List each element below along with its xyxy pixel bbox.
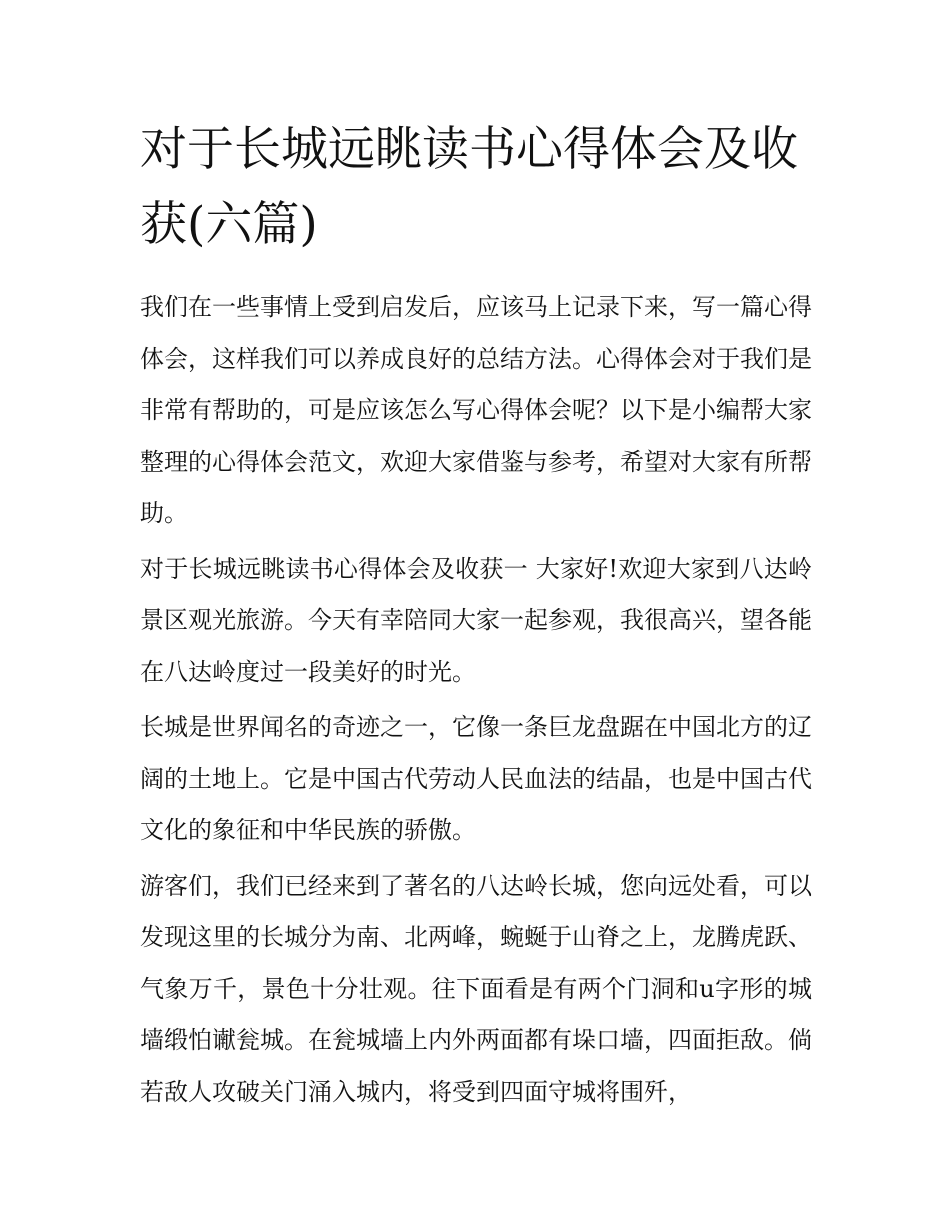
body-paragraph-2: 长城是世界闻名的奇迹之一，它像一条巨龙盘踞在中国北方的辽阔的土地上。它是中国古代劳动人民血法的结晶，也是中国古代文化的象征和中华民族的骄傲。 xyxy=(140,713,812,844)
body-paragraph-3: 游客们，我们已经来到了著名的八达岭长城，您向远处看，可以发现这里的长城分为南、北两峰，蜿蜒于山脊之上，龙腾虎跃、气象万千，景色十分壮观。往下面看是有两个门洞和u字形的城墙缎怕谳瓮城。在瓮城墙上内外两面都有垛口墙，四面拒敌。倘若敌人攻破关门涌入城内，将受到四面守城将围歼， xyxy=(140,871,812,1106)
intro-paragraph: 我们在一些事情上受到启发后，应该马上记录下来，写一篇心得体会，这样我们可以养成良好的总结方法。心得体会对于我们是非常有帮助的，可是应该怎么写心得体会呢？以下是小编帮大家整理的心得体会范文，欢迎大家借鉴与参考，希望对大家有所帮助。 xyxy=(140,293,812,527)
document-body xyxy=(140,112,812,1118)
document-title: 对于长城远眺读书心得体会及收获(六篇) xyxy=(140,122,798,252)
body-paragraph-1: 对于长城远眺读书心得体会及收获一 大家好!欢迎大家到八达岭景区观光旅游。今天有幸陪同大家一起参观，我很高兴，望各能在八达岭度过一段美好的时光。 xyxy=(140,554,812,686)
